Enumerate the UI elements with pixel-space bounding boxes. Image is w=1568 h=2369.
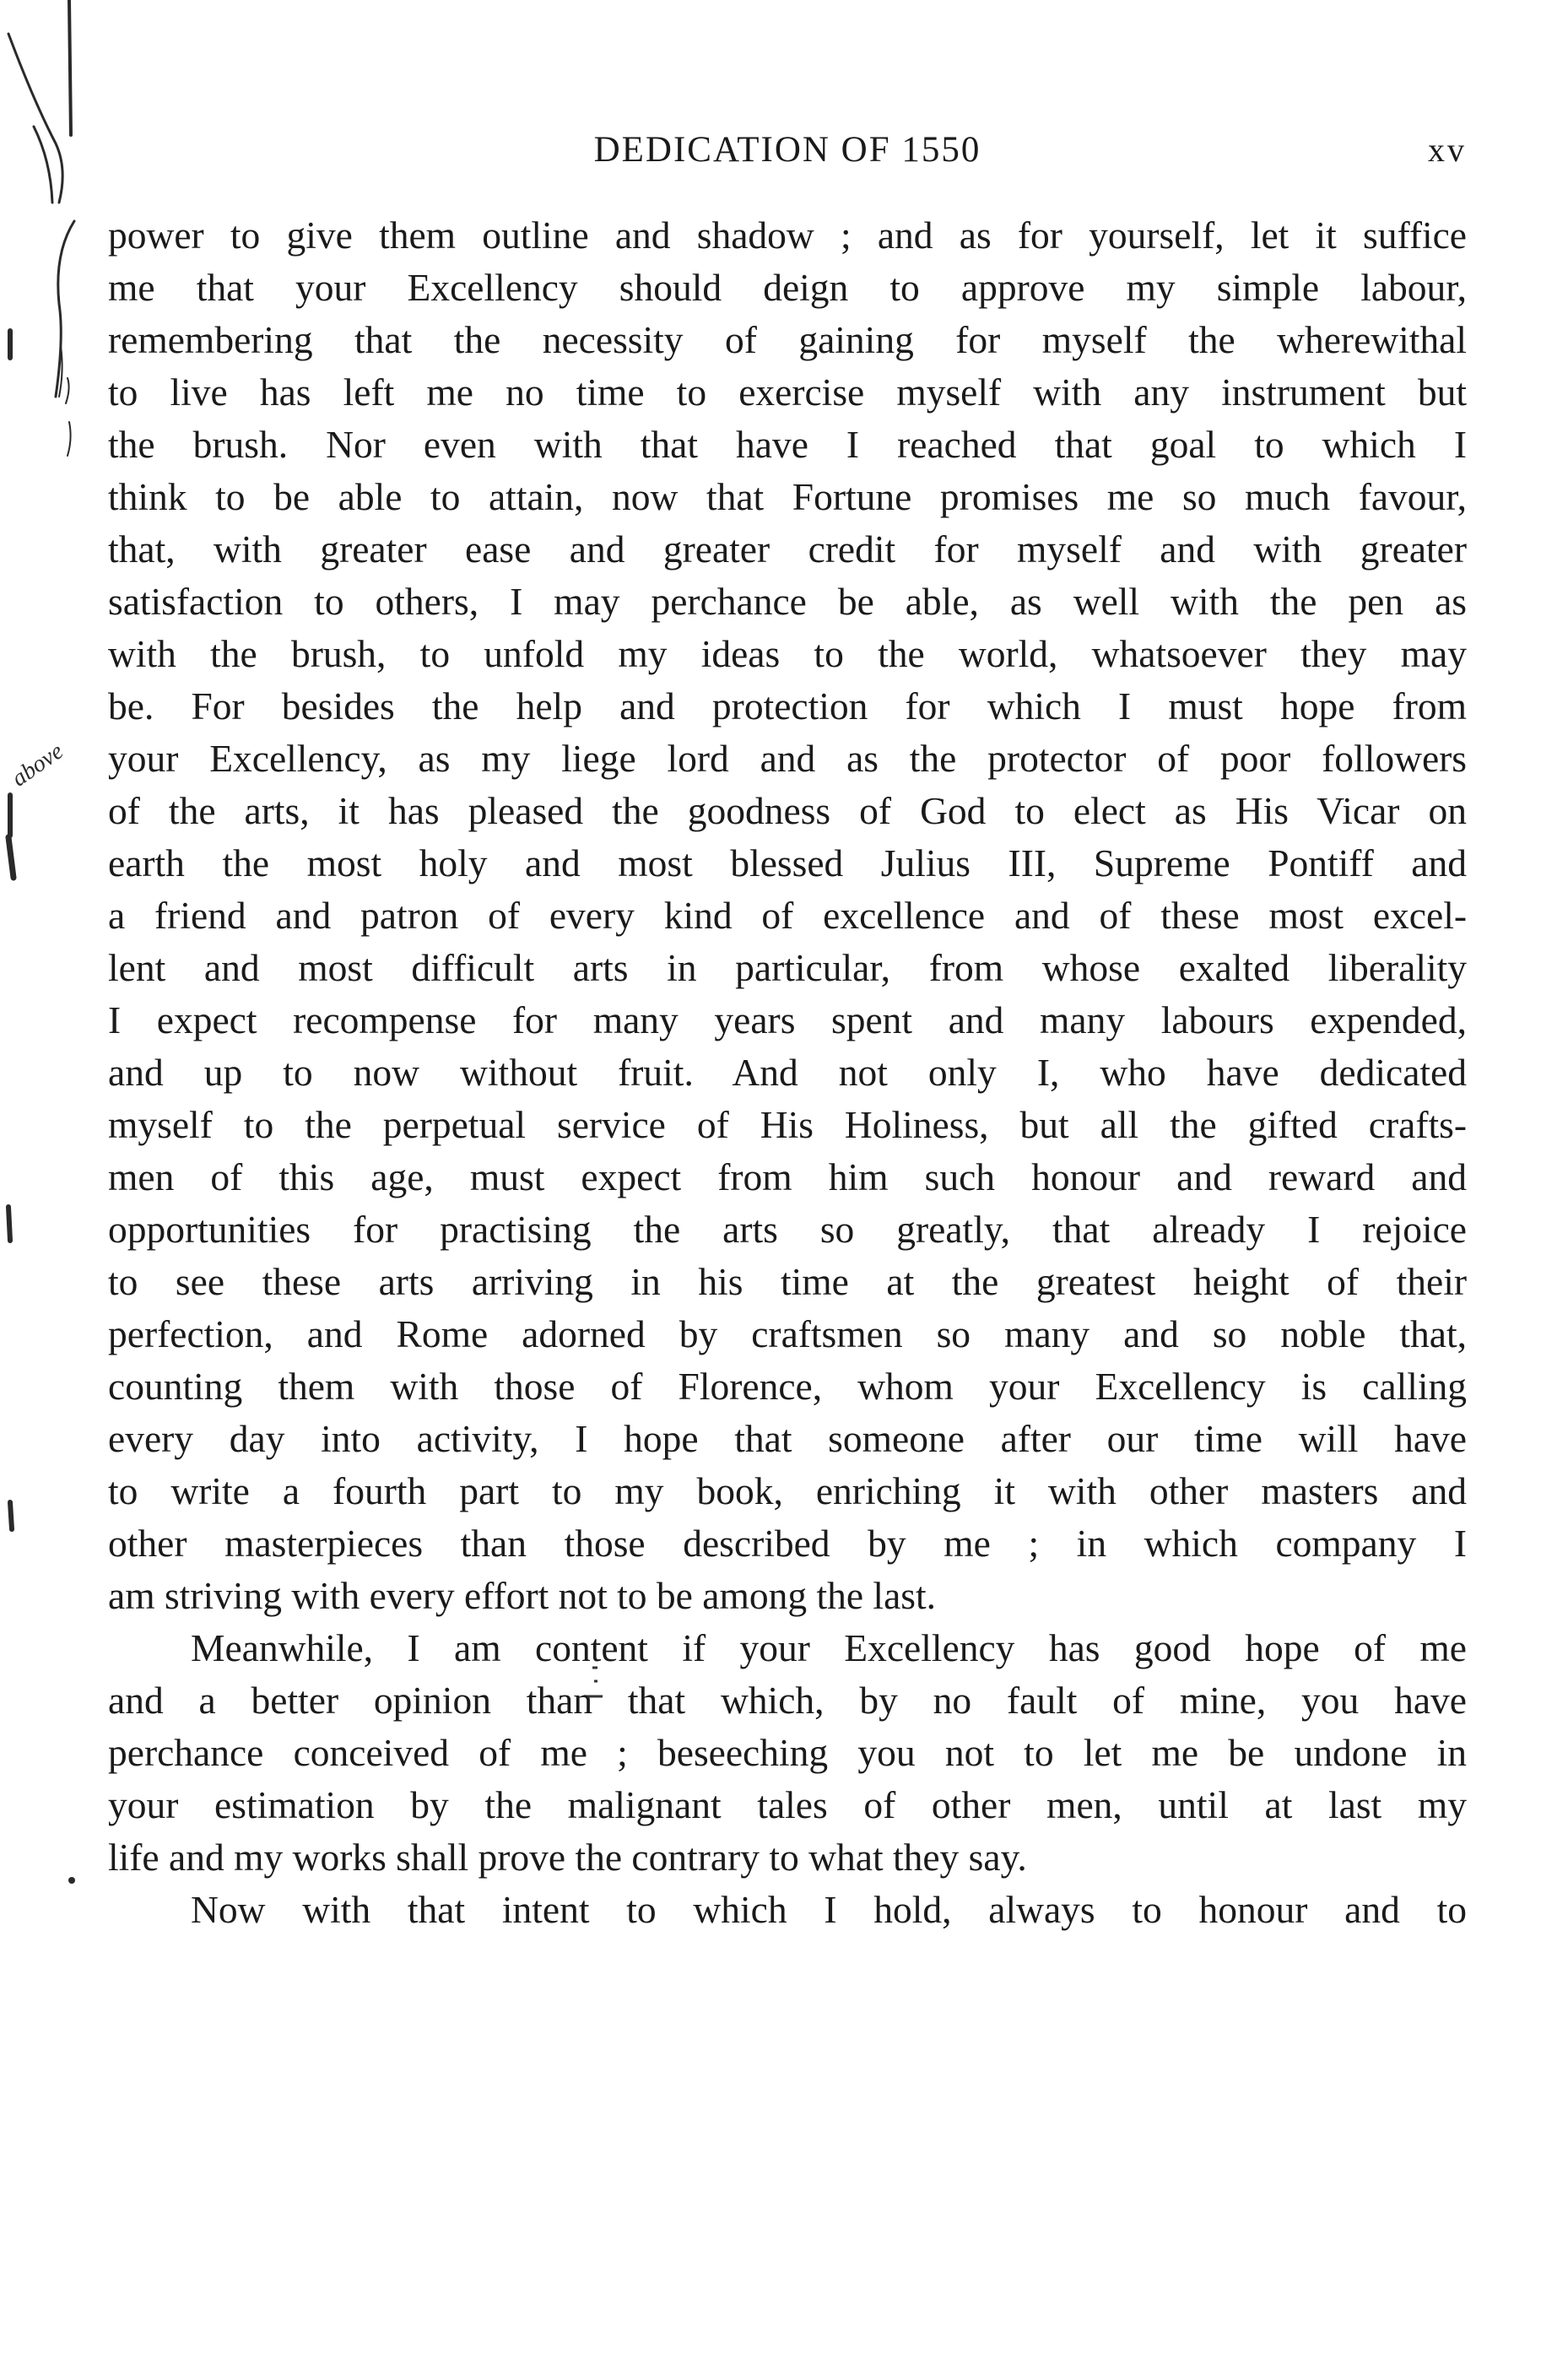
body-text — [108, 209, 1467, 1936]
text-line: and up to now without fruit. And not only I, who have dedicated — [108, 1051, 1467, 1094]
margin-note: above — [7, 738, 68, 792]
printer-mark — [582, 1663, 608, 1713]
text-line: with the brush, to unfold my ideas to the world, whatsoever they may — [108, 632, 1467, 675]
text-line: a friend and patron of every kind of excellence and of these most excel- — [108, 894, 1467, 937]
page-title: DEDICATION OF 1550 — [593, 130, 981, 170]
text-line: and a better opinion than that which, by no fault of mine, you have — [108, 1679, 1467, 1722]
text-line: that, with greater ease and greater credit for myself and with greater — [108, 527, 1467, 571]
text-line: remembering that the necessity of gaining for myself the wherewithal — [108, 318, 1467, 361]
text-line: counting them with those of Florence, whom your Excellency is calling — [108, 1365, 1467, 1408]
running-head — [108, 125, 1467, 176]
margin-pencil-marks — [0, 0, 110, 2369]
text-line: be. For besides the help and protection for which I must hope from — [108, 684, 1467, 727]
text-line: perfection, and Rome adorned by craftsmen so many and so noble that, — [108, 1312, 1467, 1355]
text-line: me that your Excellency should deign to approve my simple labour, — [108, 266, 1467, 309]
text-line: to write a fourth part to my book, enriching it with other masters and — [108, 1469, 1467, 1512]
text-line: to see these arts arriving in his time at the greatest height of their — [108, 1260, 1467, 1303]
text-line: satisfaction to others, I may perchance be able, as well with the pen as — [108, 580, 1467, 623]
text-line: the brush. Nor even with that have I reached that goal to which I — [108, 423, 1467, 466]
paragraph-first-line: Meanwhile, I am content if your Excellency has good hope of me — [191, 1626, 1467, 1669]
text-line: power to give them outline and shadow ; and as for yourself, let it suffice — [108, 214, 1467, 257]
text-line: other masterpieces than those described by me ; in which company I — [108, 1522, 1467, 1565]
text-line: am striving with every effort not to be among the last. — [108, 1574, 936, 1617]
paragraph-first-line: Now with that intent to which I hold, always to honour and to — [191, 1888, 1467, 1931]
text-line: of the arts, it has pleased the goodness of God to elect as His Vicar on — [108, 789, 1467, 832]
text-line: think to be able to attain, now that Fortune promises me so much favour, — [108, 475, 1467, 518]
text-line: your estimation by the malignant tales of other men, until at last my — [108, 1783, 1467, 1826]
text-line: your Excellency, as my liege lord and as the protector of poor followers — [108, 737, 1467, 780]
page-number: xv — [1428, 131, 1467, 169]
text-line: lent and most difficult arts in particular, from whose exalted liberality — [108, 946, 1467, 989]
text-line: every day into activity, I hope that someone after our time will have — [108, 1417, 1467, 1460]
text-line: opportunities for practising the arts so greatly, that already I rejoice — [108, 1208, 1467, 1251]
text-line: perchance conceived of me ; beseeching you not to let me be undone in — [108, 1731, 1467, 1774]
text-line: men of this age, must expect from him such honour and reward and — [108, 1155, 1467, 1198]
text-line: life and my works shall prove the contrary to what they say. — [108, 1836, 1027, 1879]
text-line: to live has left me no time to exercise myself with any instrument but — [108, 370, 1467, 414]
text-line: I expect recompense for many years spent and many labours expended, — [108, 998, 1467, 1041]
text-line: myself to the perpetual service of His Holiness, but all the gifted crafts- — [108, 1103, 1467, 1146]
text-line: earth the most holy and most blessed Julius III, Supreme Pontiff and — [108, 841, 1467, 884]
